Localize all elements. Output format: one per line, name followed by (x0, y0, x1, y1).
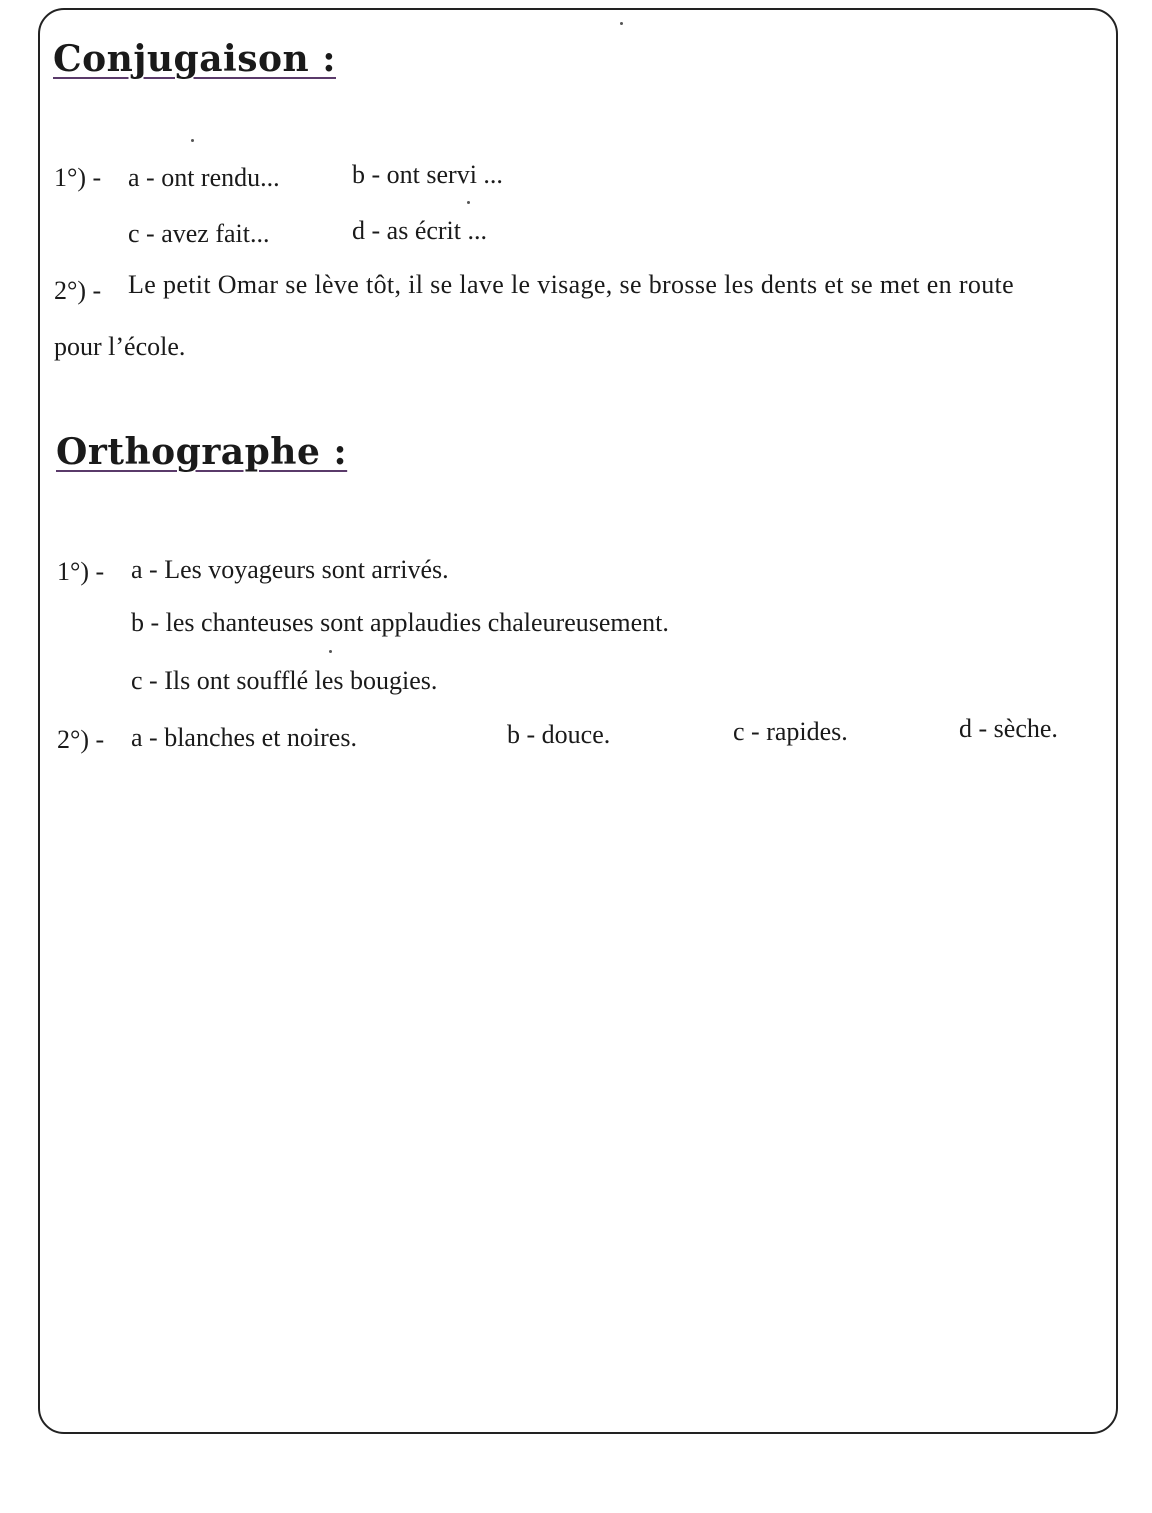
ortho-q1-answer-a: a - Les voyageurs sont arrivés. (131, 555, 449, 584)
scan-speck (620, 22, 623, 25)
conj-q2-answer-line1: Le petit Omar se lève tôt, il se lave le visage, se brosse les dents et se met en route (128, 270, 1015, 299)
scan-speck (329, 650, 332, 653)
conj-q1-answer-b: b - ont servi ... (352, 160, 503, 189)
conj-q1-answer-a: a - ont rendu... (128, 163, 280, 192)
conjugaison-heading: Conjugaison : (53, 38, 336, 80)
ortho-q1-answer-b: b - les chanteuses sont applaudies chaleureusement. (131, 608, 669, 637)
scan-speck (191, 139, 194, 142)
ortho-q2-number: 2°) - (57, 725, 105, 754)
conj-q1-number: 1°) - (54, 163, 102, 192)
ortho-q2-answer-c: c - rapides. (733, 717, 848, 746)
ortho-q1-answer-c: c - Ils ont soufflé les bougies. (131, 666, 438, 695)
conj-q2-number: 2°) - (54, 276, 102, 305)
orthographe-heading: Orthographe : (56, 431, 348, 473)
ortho-q2-answer-a: a - blanches et noires. (131, 723, 357, 752)
ortho-q1-number: 1°) - (57, 557, 105, 586)
conj-q2-answer-line2: pour l’école. (54, 332, 186, 361)
ortho-q2-answer-d: d - sèche. (959, 714, 1058, 743)
ortho-q2-answer-b: b - douce. (507, 720, 611, 749)
scan-speck (467, 201, 470, 204)
conj-q1-answer-d: d - as écrit ... (352, 216, 488, 245)
conj-q1-answer-c: c - avez fait... (128, 219, 270, 248)
